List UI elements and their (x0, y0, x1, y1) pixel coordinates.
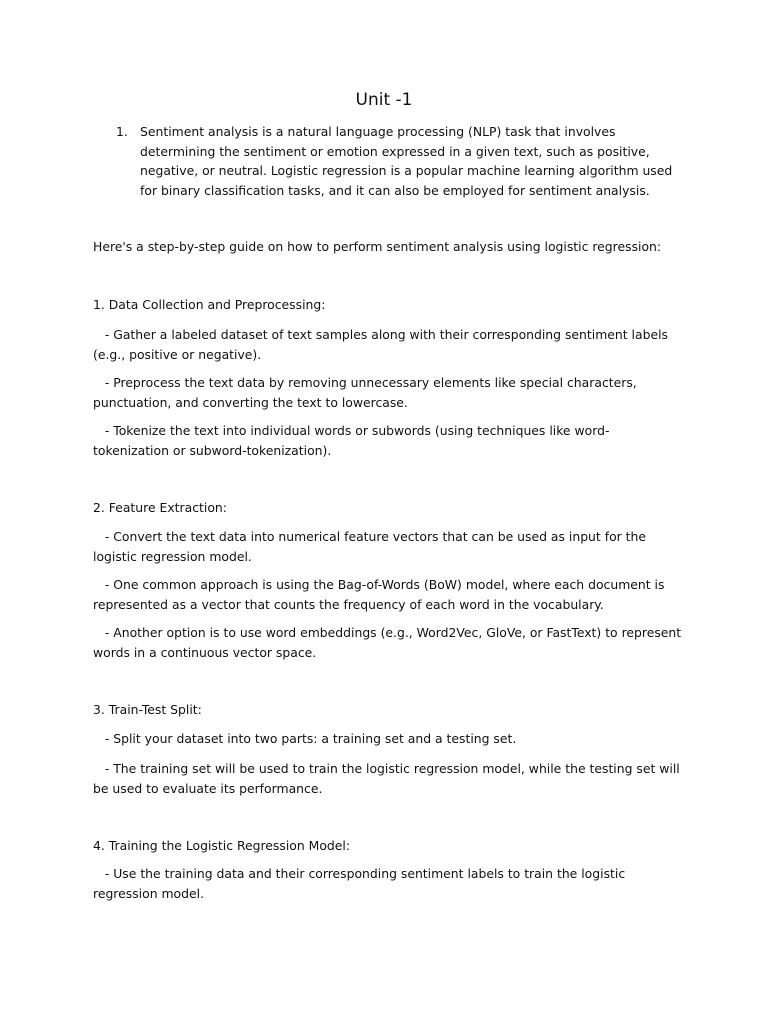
section-3-bullet-1: - Split your dataset into two parts: a training set and a testing set. (104, 731, 517, 746)
section-1-bullet-3: - Tokenize the text into individual words or subwords (using techniques like word-tokenization or subword-tokenization). (93, 423, 610, 458)
section-1-bullet-2: - Preprocess the text data by removing unnecessary elements like special characters, punctuation, and converting the text to lowercase. (93, 375, 641, 410)
section-3-bullet-2: - The training set will be used to train the logistic regression model, while the testing set will be used to evaluate its performance. (93, 761, 684, 796)
section-1-bullet-1: - Gather a labeled dataset of text samples along with their corresponding sentiment labels (e.g., positive or negative). (93, 327, 672, 362)
section-4-bullet-1: - Use the training data and their corresponding sentiment labels to train the logistic regression model. (93, 866, 630, 901)
section-heading-3: 3. Train-Test Split: (93, 702, 202, 717)
section-2-bullet-3: - Another option is to use word embeddings (e.g., Word2Vec, GloVe, or FastText) to represent words in a continuous vector space. (93, 625, 686, 660)
page-title: Unit -1 (355, 90, 413, 110)
item-number: 1. (116, 124, 128, 139)
item-text: Sentiment analysis is a natural language processing (NLP) task that involves determining the sentiment or emotion expressed in a given text, such as positive, negative, or neutral. Logistic regression is a popular machine learning algorithm used for binary classification tasks, and it can also be employed for sentiment analysis. (140, 124, 673, 198)
section-2-bullet-2: - One common approach is using the Bag-of-Words (BoW) model, where each document is represented as a vector that counts the frequency of each word in the vocabulary. (93, 577, 669, 612)
guide-intro: Here's a step-by-step guide on how to perform sentiment analysis using logistic regression: (93, 239, 662, 254)
section-2-bullet-1: - Convert the text data into numerical feature vectors that can be used as input for the logistic regression model. (93, 529, 650, 564)
section-heading-4: 4. Training the Logistic Regression Model: (93, 838, 351, 853)
section-heading-1: 1. Data Collection and Preprocessing: (93, 297, 326, 312)
section-heading-2: 2. Feature Extraction: (93, 500, 227, 515)
